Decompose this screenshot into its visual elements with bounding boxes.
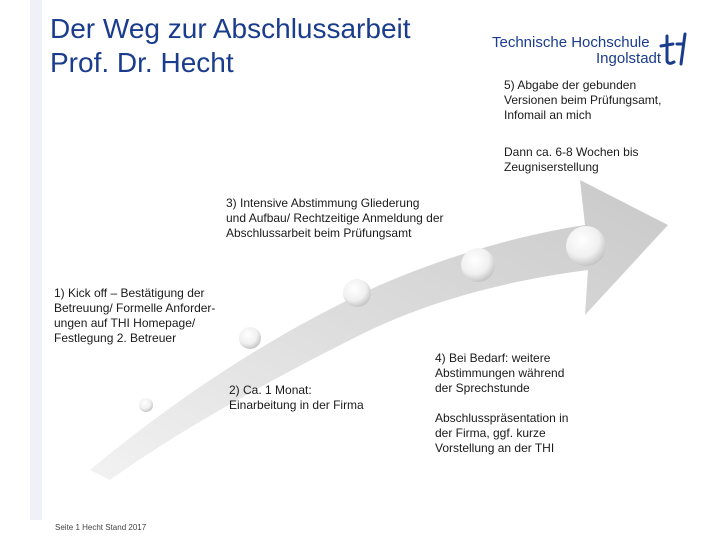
step-1-text: 1) Kick off – Bestätigung der Betreuung/ Formelle Anforder- ungen auf THI Homepage/ Festlegung 2. Betreuer [54,286,216,345]
milestone-dot-3 [343,279,371,307]
milestone-dot-5 [566,226,606,266]
milestone-dot-4 [461,248,495,282]
step-2-text: 2) Ca. 1 Monat: Einarbeitung in der Firma [229,383,364,412]
milestone-dot-2 [239,327,261,349]
step-5-text: 5) Abgabe der gebunden Versionen beim Prüfungsamt, Infomail an mich [504,78,662,122]
university-logo [492,30,692,74]
thi-logo-mark-icon [657,30,691,68]
title-line-2: Prof. Dr. Hecht [50,47,234,78]
logo-text-line-1: Technische Hochschule [492,34,650,51]
step-3-text: 3) Intensive Abstimmung Gliederung und Aufbau/ Rechtzeitige Anmeldung der Abschlussarbeit beim Prüfungsamt [226,196,444,240]
step-4-note: Abschlusspräsentation in der Firma, ggf. kurze Vorstellung an der THI [435,411,569,455]
milestone-dot-1 [139,398,153,412]
logo-text-line-2: Ingolstadt [596,50,662,67]
title-line-1: Der Weg zur Abschlussarbeit [50,13,411,44]
step-5-note: Dann ca. 6-8 Wochen bis Zeugniserstellung [504,145,639,174]
step-4-text: 4) Bei Bedarf: weitere Abstimmungen während der Sprechstunde [435,351,565,395]
page-footer: Seite 1 Hecht Stand 2017 [55,523,147,532]
page-title [50,12,411,80]
